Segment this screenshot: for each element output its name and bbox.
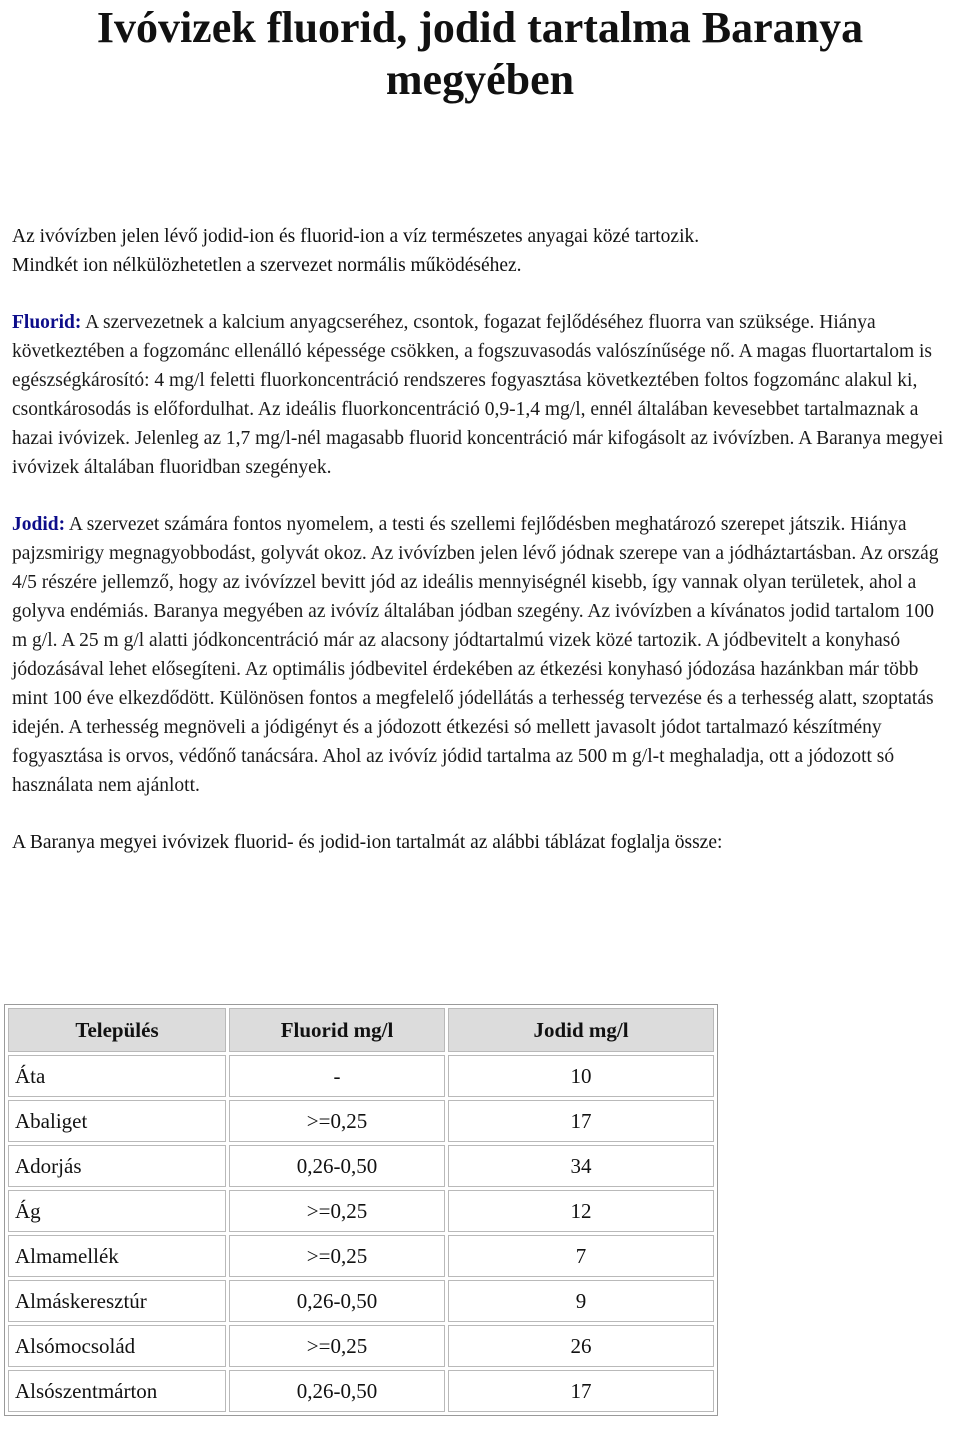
table-header-row [8,1008,714,1052]
table-row [8,1370,714,1412]
cell-fluorid: 0,26-0,50 [229,1145,445,1187]
cell-town: Almáskeresztúr [8,1280,226,1322]
cell-fluorid: 0,26-0,50 [229,1280,445,1322]
cell-fluorid: 0,26-0,50 [229,1370,445,1412]
cell-jodid: 7 [448,1235,714,1277]
cell-town: Almamellék [8,1235,226,1277]
intro-line-2: Mindkét ion nélkülözhetetlen a szervezet normális működéséhez. [12,255,522,276]
cell-fluorid: >=0,25 [229,1190,445,1232]
cell-town: Áta [8,1055,226,1097]
fluorid-text: A szervezetnek a kalcium anyagcseréhez, csontok, fogazat fejlődéséhez fluorra van szüksége. Hiánya következtében a fogzománc ellenálló képessége csökken, a fogszuvasodás valószínűsége nő. A magas fluortartalom is egészségkárosító: 4 mg/l feletti fluorkoncentráció rendszeres fogyasztása következtében foltos fogzománc alakul ki, csontkárosodás is előfordulhat. Az ideális fluorkoncentráció 0,9-1,4 mg/l, ennél általában kevesebbet tartalmaznak a hazai ivóvizek. Jelenleg az 1,7 mg/l-nél magasabb fluorid koncentráció már kifogásolt az ivóvízben. A Baranya megyei ivóvizek általában fluoridban szegények. [12,312,944,478]
header-telepules: Település [8,1008,226,1052]
cell-fluorid: >=0,25 [229,1325,445,1367]
table-row [8,1325,714,1367]
intro-line-1: Az ivóvízben jelen lévő jodid-ion és fluorid-ion a víz természetes anyagai közé tartozik. [12,226,700,247]
cell-jodid: 9 [448,1280,714,1322]
cell-town: Abaliget [8,1100,226,1142]
cell-fluorid: >=0,25 [229,1235,445,1277]
cell-jodid: 34 [448,1145,714,1187]
page-title: Ivóvizek fluorid, jodid tartalma Baranya megyében [96,3,864,104]
header-jodid: Jodid mg/l [448,1008,714,1052]
jodid-paragraph [12,510,952,800]
table-row [8,1100,714,1142]
jodid-text: A szervezet számára fontos nyomelem, a testi és szellemi fejlődésben meghatározó szerepet játszik. Hiánya pajzsmirigy megnagyobbodást, golyvát okoz. Az ivóvízben jelen lévő jódnak szerepe van a jódháztartásban. Az ország 4/5 részére jellemző, hogy az ivóvízzel bevitt jód az ideális mennyiségnél kisebb, így vannak olyan területek, ahol a golyva endémiás. Baranya megyében az ivóvíz általában jódban szegény. Az ivóvízben a kívánatos jodid tartalom 100 m g/l. A 25 m g/l alatti jódkoncentráció már az alacsony jódtartalmú vizek közé tartozik. A jódbevitelt a konyhasó jódozásával lehet elősegíteni. Az optimális jódbevitel érdekében az étkezési konyhasó jódozása hazánkban már több mint 100 éve elkezdődött. Különösen fontos a megfelelő jódellátás a terhesség tervezése és a terhesség alatt, szoptatás idején. A terhesség megnöveli a jódigényt és a jódozott étkezési só mellett javasolt jódot tartalmazó készítmény fogyasztása is orvos, védőnő tanácsára. Ahol az ivóvíz jódid tartalma az 500 m g/l-t meghaladja, ott a jódozott só használata nem ajánlott. [12,514,939,796]
cell-jodid: 10 [448,1055,714,1097]
cell-fluorid: >=0,25 [229,1100,445,1142]
cell-town: Alsószentmárton [8,1370,226,1412]
fluorid-paragraph [12,308,952,482]
table-intro: A Baranya megyei ivóvizek fluorid- és jodid-ion tartalmát az alábbi táblázat foglalja össze: [12,832,723,853]
table-row [8,1235,714,1277]
cell-jodid: 26 [448,1325,714,1367]
cell-jodid: 12 [448,1190,714,1232]
cell-town: Adorjás [8,1145,226,1187]
table-row [8,1190,714,1232]
cell-jodid: 17 [448,1100,714,1142]
cell-jodid: 17 [448,1370,714,1412]
water-content-table [4,1004,718,1416]
cell-town: Alsómocsolád [8,1325,226,1367]
cell-fluorid: - [229,1055,445,1097]
table-row [8,1145,714,1187]
header-fluorid: Fluorid mg/l [229,1008,445,1052]
table-row [8,1280,714,1322]
cell-town: Ág [8,1190,226,1232]
jodid-label: Jodid: [12,514,66,535]
fluorid-label: Fluorid: [12,312,82,333]
article-body [12,222,952,885]
table-row [8,1055,714,1097]
